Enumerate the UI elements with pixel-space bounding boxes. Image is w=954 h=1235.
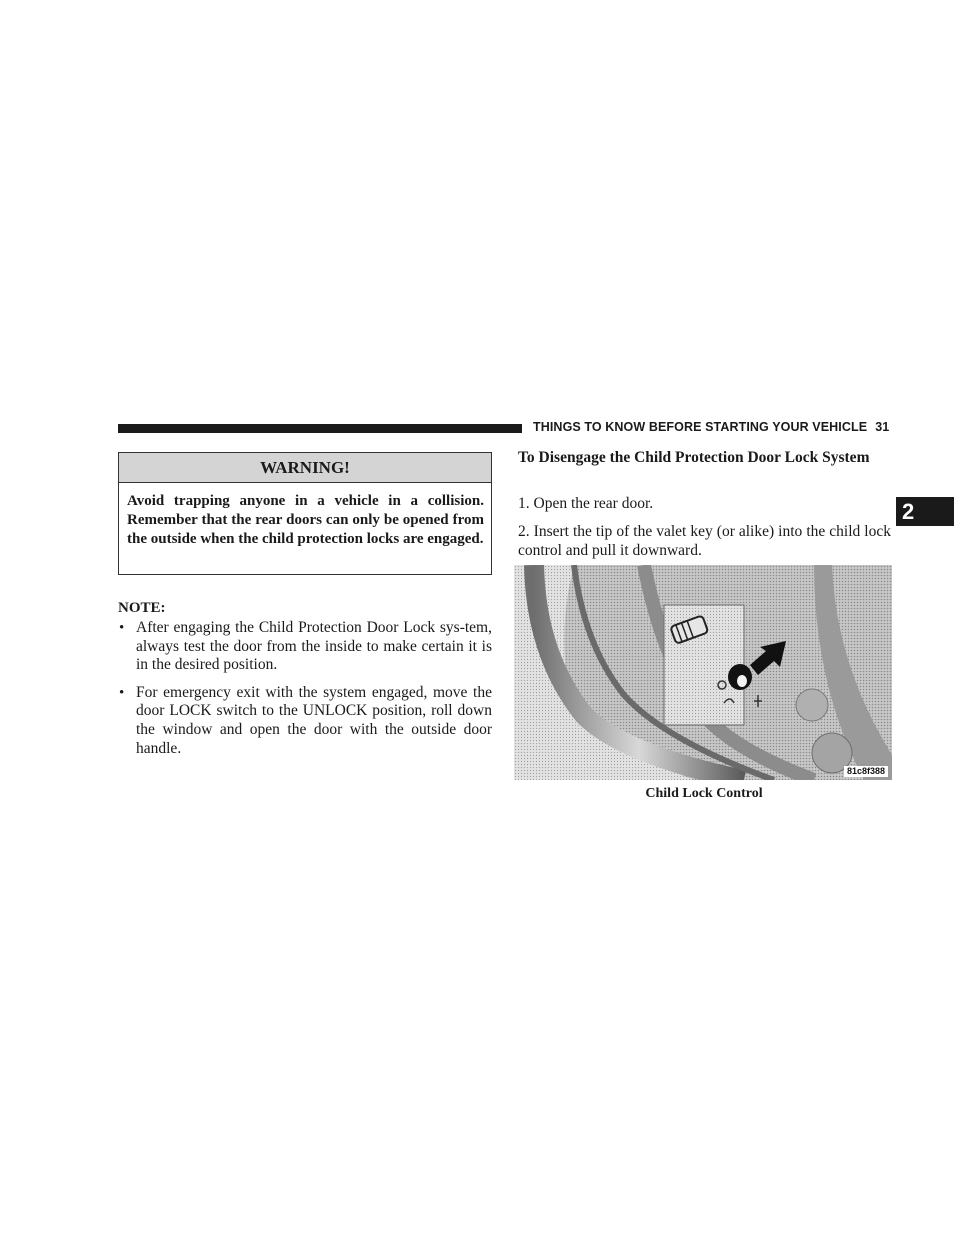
header-rule bbox=[118, 424, 522, 433]
warning-title: WARNING! bbox=[119, 453, 491, 483]
note-label: NOTE: bbox=[118, 600, 166, 616]
note-item-text: For emergency exit with the system engaged, move the door LOCK switch to the UNLOCK position, roll down the window and open the door with the outside door handle. bbox=[136, 683, 492, 757]
bullet-icon: • bbox=[119, 684, 125, 701]
header-title: THINGS TO KNOW BEFORE STARTING YOUR VEHICLE bbox=[533, 420, 868, 434]
figure-caption: Child Lock Control bbox=[645, 786, 763, 801]
note-list bbox=[118, 619, 492, 767]
chapter-tab: 2 bbox=[896, 497, 954, 526]
warning-body: Avoid trapping anyone in a vehicle in a collision. Remember that the rear doors can only be opened from the outside when the child protection locks are engaged. bbox=[127, 493, 484, 547]
step-2: 2. Insert the tip of the valet key (or alike) into the child lock control and pull it downward. bbox=[518, 523, 891, 559]
running-header bbox=[533, 420, 890, 434]
figure-code: 81c8f388 bbox=[844, 766, 888, 777]
list-item bbox=[118, 684, 492, 758]
note-item-text: After engaging the Child Protection Door Lock sys-tem, always test the door from the inside to make certain it is in the desired position. bbox=[136, 619, 492, 674]
child-lock-illustration bbox=[514, 565, 892, 780]
section-heading: To Disengage the Child Protection Door Lock System bbox=[518, 449, 870, 466]
step-1: 1. Open the rear door. bbox=[518, 495, 654, 512]
page-number: 31 bbox=[875, 420, 890, 434]
door-edge-drawing bbox=[514, 565, 892, 780]
warning-box bbox=[118, 452, 492, 575]
bullet-icon: • bbox=[119, 620, 125, 636]
list-item bbox=[118, 619, 492, 675]
